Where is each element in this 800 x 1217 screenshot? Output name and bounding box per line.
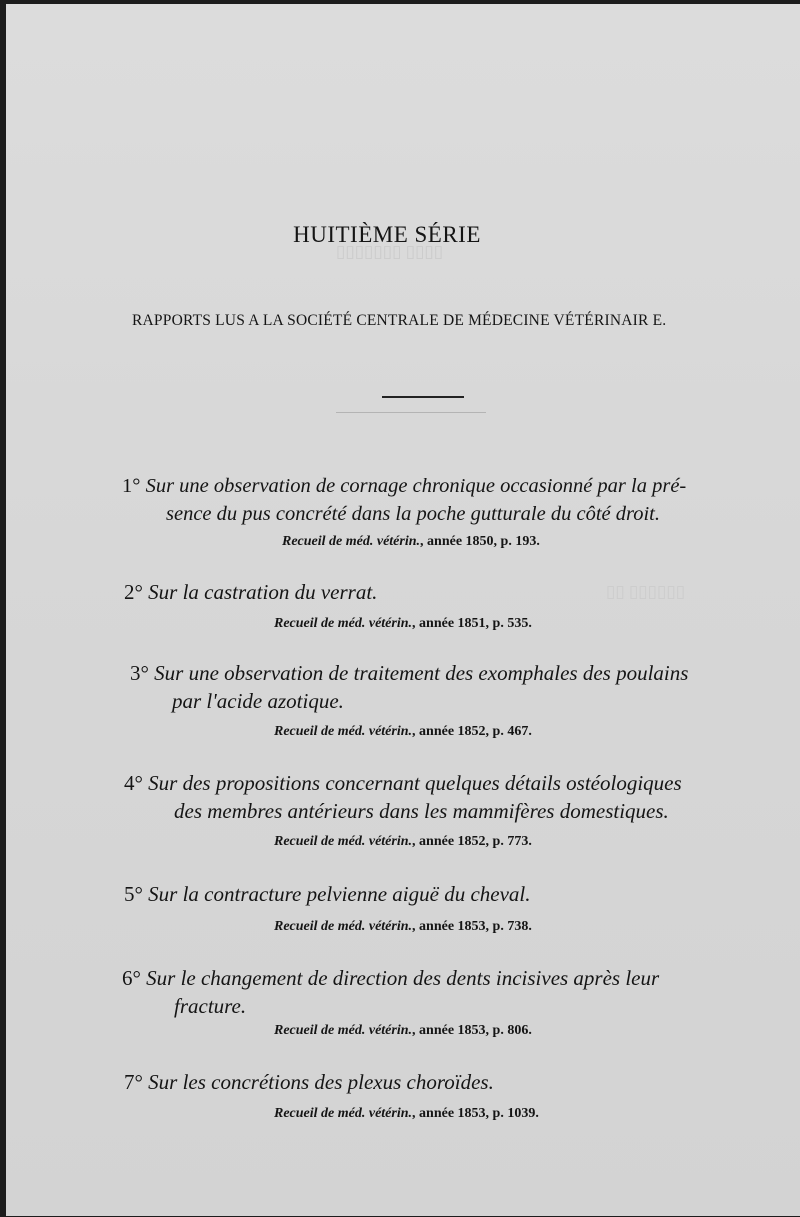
title-rule	[382, 396, 464, 398]
reference-details: , année 1852, p. 467.	[412, 724, 532, 739]
list-item	[124, 880, 531, 908]
item-reference	[274, 919, 532, 935]
item-number: 5°	[124, 882, 143, 906]
list-item	[124, 578, 377, 606]
section-subtitle: RAPPORTS LUS A LA SOCIÉTÉ CENTRALE DE MÉDECINE VÉTÉRINAIR E.	[132, 312, 667, 329]
journal-name: Recueil de méd. vétérin.	[282, 534, 421, 549]
reference-details: , année 1851, p. 535.	[412, 616, 532, 631]
journal-name: Recueil de méd. vétérin.	[274, 919, 413, 934]
reference-details: , année 1852, p. 773.	[412, 834, 532, 849]
journal-name: Recueil de méd. vétérin.	[274, 1106, 413, 1121]
item-title-line: des membres antérieurs dans les mammifères domestiques.	[174, 799, 669, 823]
list-item	[124, 1068, 494, 1096]
item-title-line: Sur la castration du verrat.	[148, 580, 378, 604]
list-item	[122, 472, 686, 528]
journal-name: Recueil de méd. vétérin.	[274, 1023, 413, 1038]
journal-name: Recueil de méd. vétérin.	[274, 616, 413, 631]
item-number: 1°	[122, 475, 141, 497]
item-title-line: par l'acide azotique.	[172, 689, 344, 713]
item-reference	[274, 616, 532, 632]
item-title-line: Sur les concrétions des plexus choroïdes.	[148, 1070, 494, 1094]
item-title-line: Sur le changement de direction des dents incisives après leur	[146, 966, 660, 990]
list-item	[122, 964, 659, 1020]
reference-details: , année 1853, p. 806.	[412, 1023, 532, 1038]
item-number: 3°	[130, 661, 149, 685]
item-number: 2°	[124, 580, 143, 604]
reference-details: , année 1850, p. 193.	[420, 534, 540, 549]
item-number: 7°	[124, 1070, 143, 1094]
journal-name: Recueil de méd. vétérin.	[274, 724, 413, 739]
bleed-through-text: ▯▯▯▯▯▯ ▯▯	[606, 582, 686, 601]
item-reference	[274, 724, 532, 740]
book-page	[6, 4, 800, 1216]
item-title-line: Sur des propositions concernant quelques détails ostéologiques	[148, 771, 682, 795]
journal-name: Recueil de méd. vétérin.	[274, 834, 413, 849]
item-title-line: Sur la contracture pelvienne aiguë du cheval.	[148, 882, 531, 906]
list-item	[130, 659, 688, 715]
bleed-through-text: ▯▯▯▯ ▯▯▯▯▯▯▯	[336, 242, 444, 261]
item-reference	[274, 834, 532, 850]
faint-rule	[336, 412, 486, 413]
reference-details: , année 1853, p. 1039.	[412, 1106, 539, 1121]
page-title: HUITIÈME SÉRIE	[293, 222, 481, 247]
item-title-line: Sur une observation de cornage chronique occasionné par la pré-	[145, 475, 687, 497]
item-title-line: sence du pus concrété dans la poche gutturale du côté droit.	[166, 503, 660, 525]
item-reference	[282, 534, 540, 550]
item-number: 4°	[124, 771, 143, 795]
item-reference	[274, 1023, 532, 1039]
list-item	[124, 769, 682, 825]
item-title-line: Sur une observation de traitement des exomphales des poulains	[154, 661, 689, 685]
reference-details: , année 1853, p. 738.	[412, 919, 532, 934]
item-number: 6°	[122, 966, 141, 990]
item-title-line: fracture.	[174, 994, 247, 1018]
item-reference	[274, 1106, 539, 1122]
